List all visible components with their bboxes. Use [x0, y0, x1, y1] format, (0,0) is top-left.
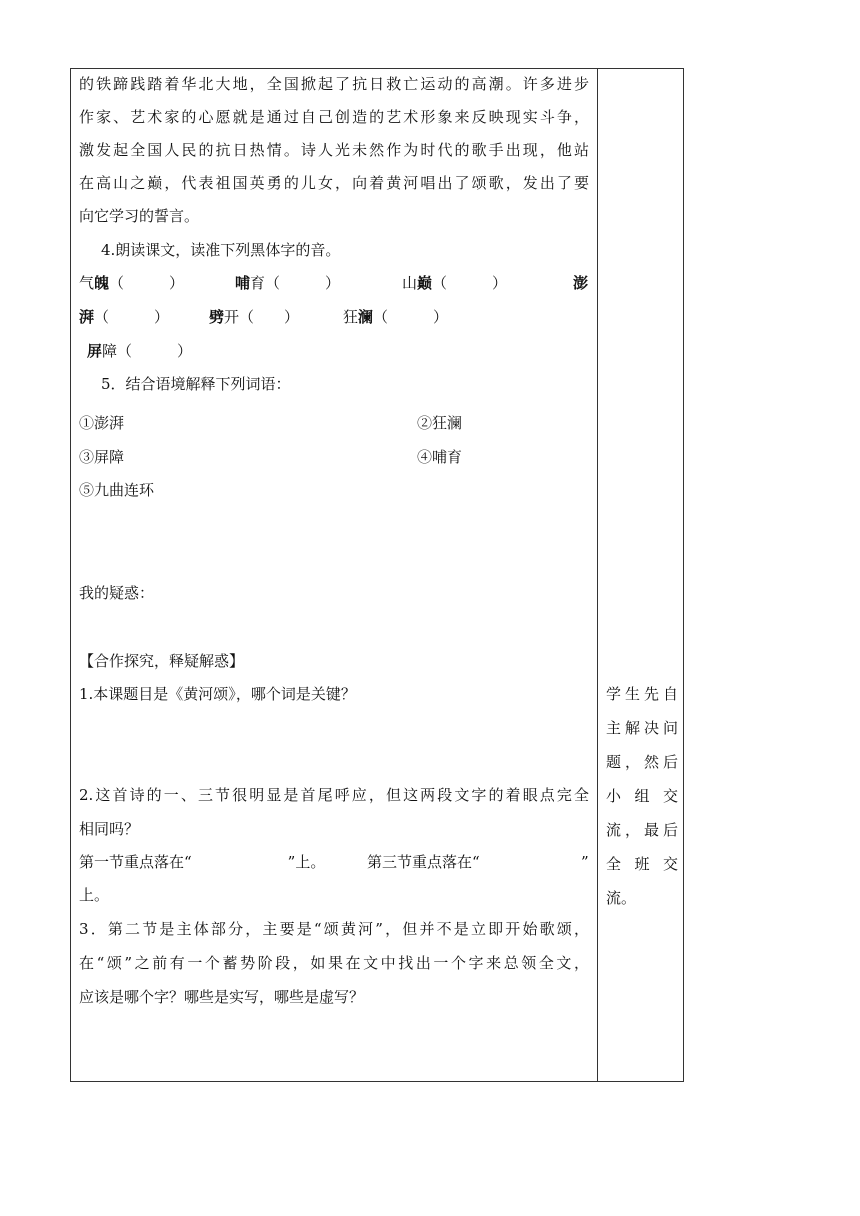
note-line: 主解决问 — [606, 719, 678, 737]
column-divider — [597, 69, 598, 1081]
intro-line-3: 激发起全国人民的抗日热情。诗人光未然作为时代的歌手出现，他站 — [79, 141, 589, 159]
question-3-line-2: 在“颂”之前有一个蓄势阶段，如果在文中找出一个字来总领全文， — [79, 954, 589, 972]
section-heading: 【合作探究，释疑解惑】 — [79, 652, 245, 670]
pinyin-item: 哺育（ ） — [235, 274, 341, 292]
pinyin-item: 气魄（ ） — [79, 274, 185, 292]
pinyin-item: 屏障（ ） — [87, 342, 193, 360]
question-2-line-2: 相同吗？ — [79, 820, 140, 838]
question-3-line-3: 应该是哪个字？哪些是实写，哪些是虚写？ — [79, 988, 365, 1006]
doubts-label: 我的疑惑： — [79, 584, 155, 602]
intro-line-4: 在高山之巅，代表祖国英勇的儿女，向着黄河唱出了颂歌，发出了要 — [79, 174, 589, 192]
fill-blank-b-tail: 上。 — [79, 886, 110, 904]
term-item: ③屏障 — [79, 448, 125, 466]
question-3-line-1: 3．第二节是主体部分，主要是“颂黄河”，但并不是立即开始歌颂， — [79, 920, 589, 938]
note-line: 题，然后 — [606, 753, 678, 771]
pinyin-item: 山巅（ ） — [402, 274, 508, 292]
note-line: 全 班 交 — [606, 855, 678, 873]
fill-blank-a: 第一节重点落在“ ”上。 — [79, 853, 326, 871]
intro-line-2: 作家、艺术家的心愿就是通过自己创造的艺术形象来反映现实斗争， — [79, 108, 589, 126]
fill-blank-b: 第三节重点落在“ — [367, 853, 480, 871]
question-2-line-1: 2.这首诗的一、三节很明显是首尾呼应，但这两段文字的着眼点完全 — [79, 786, 589, 804]
q4-title: 4.朗读课文，读准下列黑体字的音。 — [101, 241, 341, 259]
fill-blank-b-end: ” — [581, 853, 589, 871]
q5-title: 5．结合语境解释下列词语： — [101, 375, 291, 393]
note-line: 小 组 交 — [606, 787, 678, 805]
question-1: 1.本课题目是《黄河颂》，哪个词是关键？ — [79, 685, 356, 703]
worksheet-table — [70, 68, 684, 1082]
term-item: ①澎湃 — [79, 414, 125, 432]
term-item: ⑤九曲连环 — [79, 481, 155, 499]
pinyin-item: 狂澜（ ） — [343, 308, 449, 326]
note-line: 流。 — [606, 889, 637, 907]
term-item: ②狂澜 — [417, 414, 463, 432]
intro-line-5: 向它学习的誓言。 — [79, 207, 200, 225]
note-line: 流，最后 — [606, 821, 678, 839]
pinyin-item: 劈开（ ） — [209, 308, 300, 326]
note-line: 学生先自 — [606, 685, 678, 703]
pinyin-item: 湃（ ） — [79, 308, 170, 326]
pinyin-item: 澎 — [573, 274, 589, 292]
intro-line-1: 的铁蹄践踏着华北大地，全国掀起了抗日救亡运动的高潮。许多进步 — [79, 75, 589, 93]
term-item: ④哺育 — [417, 448, 463, 466]
